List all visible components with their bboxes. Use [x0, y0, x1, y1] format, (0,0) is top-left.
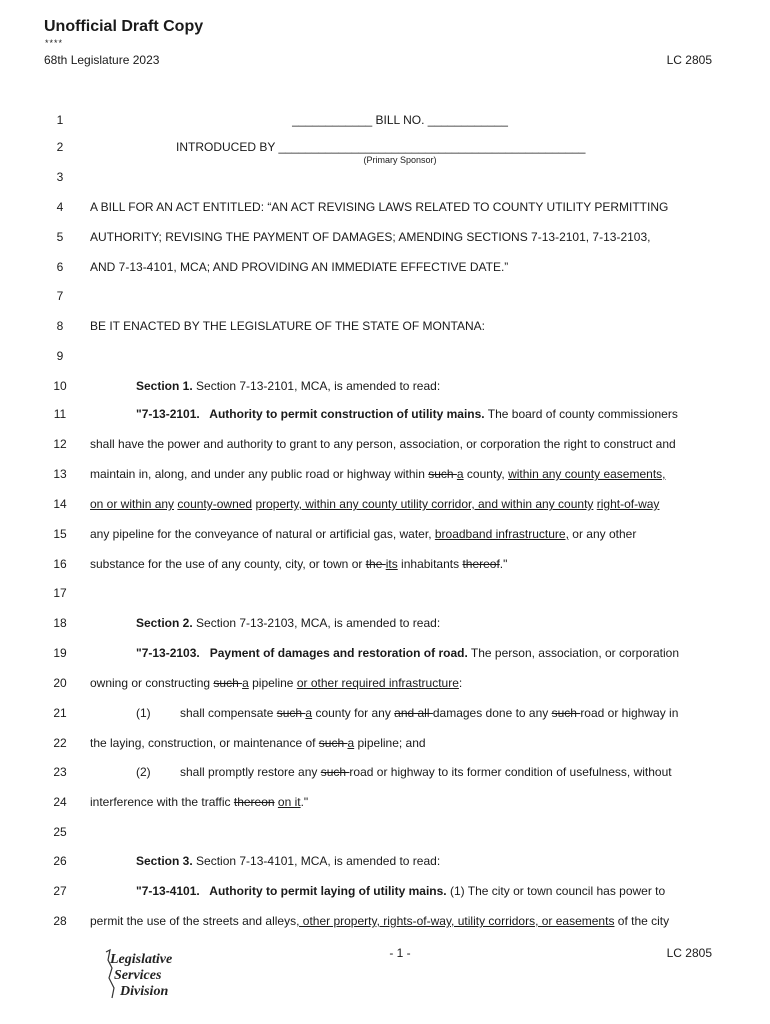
line-number: 9: [56, 349, 64, 363]
bill-line-12: [0, 434, 770, 454]
line-number: 18: [53, 616, 67, 630]
logo-line-2: Services: [114, 968, 162, 983]
section-catchline: "7-13-2103. Payment of damages and restoration of road.: [136, 646, 468, 660]
body-text: [90, 494, 659, 514]
legislature-label: 68th Legislature 2023: [44, 53, 160, 67]
line-number: 3: [56, 170, 64, 184]
section-3-heading: "7-13-4101. Authority to permit laying of utility mains. (1) The city or town council has power to: [136, 884, 666, 898]
subsection-label: (2): [136, 765, 151, 779]
body-text: interference with the traffic thereon on it.": [90, 795, 309, 809]
line-number: 26: [53, 854, 67, 868]
logo-line-3: Division: [120, 984, 169, 999]
body-text: substance for the use of any county, city, or town or the its inhabitants thereof.": [90, 557, 508, 571]
legislative-services-logo: [100, 948, 190, 1000]
inserted-text: or other required infrastructure: [296, 676, 459, 690]
line-number: 20: [53, 676, 67, 690]
bill-line-3: [0, 167, 770, 187]
inserted-text: a: [242, 676, 249, 690]
line-number: 23: [53, 765, 67, 779]
line-number: 16: [53, 557, 67, 571]
line-number: 6: [56, 260, 64, 274]
bill-line-5: [0, 227, 770, 247]
deleted-text: such: [320, 765, 350, 779]
section-3-intro: Section 3. Section 7-13-4101, MCA, is amended to read:: [136, 854, 441, 868]
line-number: 10: [53, 379, 67, 393]
line-number: 14: [53, 497, 67, 511]
bill-line-25: [0, 822, 770, 842]
inserted-text: county-owned: [177, 497, 253, 511]
lc-number-header: LC 2805: [666, 53, 712, 67]
section-2-intro: Section 2. Section 7-13-2103, MCA, is amended to read:: [136, 616, 441, 630]
line-number: 25: [53, 825, 67, 839]
deleted-text: such: [213, 676, 243, 690]
body-text: the laying, construction, or maintenance of such a pipeline; and: [90, 736, 426, 750]
section-label: Section 3.: [136, 854, 193, 868]
line-number: 19: [53, 646, 67, 660]
bill-line-18: [0, 613, 770, 633]
deleted-text: such: [276, 706, 306, 720]
inserted-text: property, within any county utility corridor, and within any county: [255, 497, 594, 511]
bill-line-19: [0, 643, 770, 663]
bill-line-2: [0, 137, 770, 157]
inserted-text: on it: [277, 795, 301, 809]
deleted-text: such: [318, 736, 348, 750]
inserted-text: a: [456, 467, 464, 481]
line-number: 7: [56, 289, 64, 303]
inserted-text: a: [305, 706, 313, 720]
body-text: owning or constructing such a pipeline or other required infrastructure:: [90, 676, 463, 690]
bill-line-13: [0, 464, 770, 484]
line-number: 2: [56, 140, 64, 154]
inserted-text: broadband infrastructure,: [434, 527, 569, 541]
inserted-text: on or within any: [90, 497, 175, 511]
bill-line-27: [0, 881, 770, 901]
deleted-text: and all: [394, 706, 433, 720]
bill-line-28: [0, 911, 770, 931]
line-number: 8: [56, 319, 64, 333]
bill-line-4: [0, 197, 770, 217]
body-text: (1) shall compensate such a county for any and all damages done to any such road or highway in: [136, 703, 678, 723]
bill-number-line: ____________ BILL NO. ____________: [292, 113, 508, 127]
logo-line-1: Legislative: [110, 952, 173, 967]
inserted-text: its: [385, 557, 398, 571]
section-1-heading: "7-13-2101. Authority to permit construction of utility mains. The board of county commissioners: [136, 407, 678, 421]
section-catchline: "7-13-4101. Authority to permit laying of utility mains.: [136, 884, 447, 898]
enacting-clause: BE IT ENACTED BY THE LEGISLATURE OF THE STATE OF MONTANA:: [90, 319, 485, 333]
line-number: 5: [56, 230, 64, 244]
line-number: 13: [53, 467, 67, 481]
section-1-intro: Section 1. Section 7-13-2101, MCA, is amended to read:: [136, 379, 441, 393]
line-number: 27: [53, 884, 67, 898]
subsection-label: (1): [136, 706, 151, 720]
line-number: 22: [53, 736, 67, 750]
line-number: 1: [56, 113, 64, 127]
bill-line-21: [0, 703, 770, 723]
line-number: 12: [53, 437, 67, 451]
line-number: 4: [56, 200, 64, 214]
deleted-text: such: [428, 467, 457, 481]
body-text: shall have the power and authority to grant to any person, association, or corporation the right to construct and: [90, 437, 676, 451]
draft-stars: ****: [45, 38, 64, 48]
introduced-by: INTRODUCED BY ______________________________________________: [176, 140, 586, 154]
deleted-text: the: [365, 557, 386, 571]
section-2-heading: "7-13-2103. Payment of damages and restoration of road. The person, association, or corporation: [136, 646, 680, 660]
body-text: maintain in, along, and under any public road or highway within such a county, within any county easements,: [90, 467, 666, 481]
primary-sponsor-caption: (Primary Sponsor): [363, 155, 437, 165]
inserted-text: a: [347, 736, 355, 750]
bill-line-8: [0, 316, 770, 336]
section-label: Section 2.: [136, 616, 193, 630]
section-label: Section 1.: [136, 379, 193, 393]
bill-line-23: [0, 762, 770, 782]
line-number: 11: [53, 407, 67, 421]
line-number: 17: [53, 586, 67, 600]
bill-line-7: [0, 286, 770, 306]
bill-line-16: [0, 554, 770, 574]
bill-title-text: AND 7-13-4101, MCA; AND PROVIDING AN IMMEDIATE EFFECTIVE DATE.”: [90, 260, 509, 274]
bill-line-10: [0, 376, 770, 396]
line-number: 24: [53, 795, 67, 809]
inserted-text: within any county easements,: [508, 467, 666, 481]
deleted-text: such: [551, 706, 581, 720]
body-text: any pipeline for the conveyance of natural or artificial gas, water, broadband infrastructure, or any other: [90, 527, 637, 541]
line-number: 21: [53, 706, 67, 720]
bill-line-22: [0, 733, 770, 753]
body-text: permit the use of the streets and alleys, other property, rights-of-way, utility corridors, or easements of the city: [90, 914, 670, 928]
section-catchline: "7-13-2101. Authority to permit construction of utility mains.: [136, 407, 485, 421]
bill-line-20: [0, 673, 770, 693]
draft-title: Unofficial Draft Copy: [44, 18, 204, 35]
bill-title-text: A BILL FOR AN ACT ENTITLED: “AN ACT REVISING LAWS RELATED TO COUNTY UTILITY PERMITTING: [90, 200, 669, 214]
bill-line-15: [0, 524, 770, 544]
body-text: (2) shall promptly restore any such road or highway to its former condition of usefulness, without: [136, 762, 672, 782]
bill-line-9: [0, 346, 770, 366]
line-number: 15: [53, 527, 67, 541]
deleted-text: thereof: [462, 557, 500, 571]
deleted-text: thereon: [233, 795, 275, 809]
bill-title-text: AUTHORITY; REVISING THE PAYMENT OF DAMAGES; AMENDING SECTIONS 7-13-2101, 7-13-2103,: [90, 230, 651, 244]
bill-line-24: [0, 792, 770, 812]
lc-number-footer: LC 2805: [666, 946, 712, 960]
bill-line-26: [0, 851, 770, 871]
bill-line-17: [0, 583, 770, 603]
bill-line-14: [0, 494, 770, 514]
bill-line-1: [0, 110, 770, 130]
inserted-text: right-of-way: [596, 497, 660, 511]
line-number: 28: [53, 914, 67, 928]
bill-line-6: [0, 257, 770, 277]
inserted-text: , other property, rights-of-way, utility corridors, or easements: [296, 914, 615, 928]
bill-line-11: [0, 404, 770, 424]
page-number: - 1 -: [389, 946, 411, 960]
